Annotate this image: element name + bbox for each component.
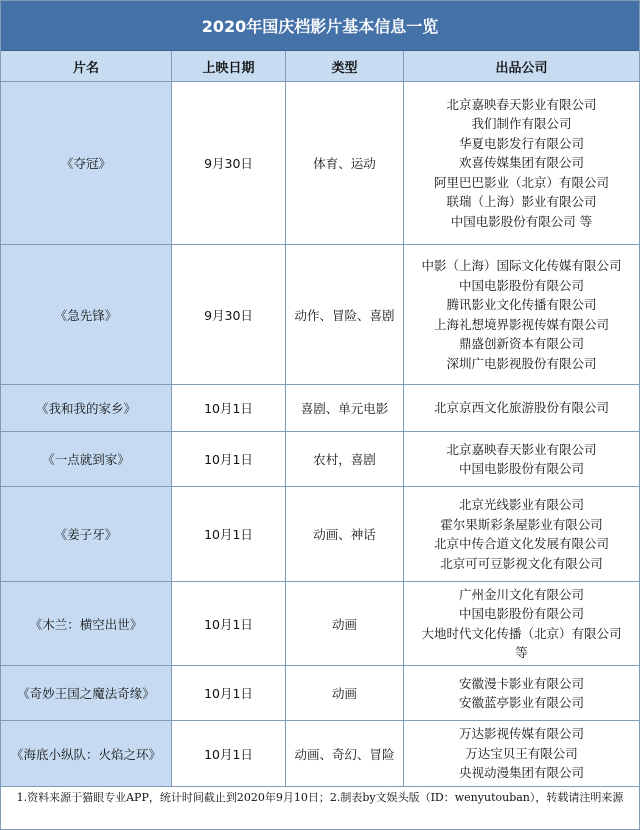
company-name: 万达宝贝王有限公司 — [465, 745, 578, 761]
company-name: 中国电影股份有限公司 — [458, 606, 584, 621]
company-name: 深圳广电影视股份有限公司 — [446, 355, 597, 371]
company-name: 联瑞（上海）影业有限公司 — [446, 194, 597, 210]
film-title-cell: 《姜子牙》 — [1, 487, 172, 581]
company-name: 鼎盛创新资本有限公司 — [458, 336, 584, 351]
company-name: 北京光线影业有限公司 — [458, 497, 584, 512]
header-genre: 类型 — [286, 51, 404, 81]
table-row — [1, 432, 639, 487]
companies-cell — [404, 245, 639, 384]
release-date-cell: 10月1日 — [172, 487, 286, 581]
genre-cell: 动画 — [286, 666, 404, 720]
company-name: 安徽蓝亭影业有限公司 — [458, 695, 584, 710]
film-title-cell: 《木兰：横空出世》 — [1, 582, 172, 665]
header-companies: 出品公司 — [495, 60, 548, 76]
release-date-cell: 9月30日 — [172, 245, 286, 384]
company-name: 欢喜传媒集团有限公司 — [458, 155, 584, 171]
company-name: 北京可可豆影视文化有限公司 — [440, 555, 603, 571]
company-name: 华夏电影发行有限公司 — [458, 135, 584, 151]
table-row — [1, 82, 639, 245]
company-name: 上海礼想境界影视传媒有限公司 — [433, 316, 609, 332]
companies-cell — [404, 385, 639, 431]
company-name: 央视动漫集团有限公司 — [458, 765, 584, 781]
company-name: 中影（上海）国际文化传媒有限公司 — [421, 258, 622, 273]
release-date-cell: 10月1日 — [172, 432, 286, 486]
film-title-cell: 《奇妙王国之魔法奇缘》 — [1, 666, 172, 720]
genre-cell: 动作、冒险、喜剧 — [286, 245, 404, 384]
header-row — [1, 51, 639, 82]
release-date-cell: 9月30日 — [172, 82, 286, 244]
genre-cell: 喜剧、单元电影 — [286, 385, 404, 431]
companies-cell — [404, 432, 639, 486]
companies-cell — [404, 721, 639, 786]
release-date-cell: 10月1日 — [172, 721, 286, 786]
company-name: 北京京西文化旅游股份有限公司 — [433, 400, 609, 416]
release-date-cell: 10月1日 — [172, 385, 286, 431]
company-name: 北京嘉映春天影业有限公司 — [446, 441, 597, 457]
companies-cell — [404, 582, 639, 665]
company-name: 中国电影股份有限公司 等 — [450, 213, 593, 229]
table-row — [1, 487, 639, 582]
release-date-cell: 10月1日 — [172, 666, 286, 720]
company-name: 大地时代文化传播（北京）有限公司 — [421, 625, 622, 641]
table-row — [1, 582, 639, 666]
companies-cell — [404, 82, 639, 244]
company-name: 安徽漫卡影业有限公司 — [458, 675, 584, 691]
company-name: 腾讯影业文化传播有限公司 — [446, 297, 597, 312]
company-name: 北京中传合道文化发展有限公司 — [433, 536, 609, 551]
company-name: 万达影视传媒有限公司 — [458, 726, 584, 742]
companies-cell — [404, 487, 639, 581]
footnote: 1.资料来源于猫眼专业APP，统计时间截止到2020年9月10日；2.制表by文娱头版（ID：wenyutouban），转载请注明来源 — [16, 791, 624, 804]
film-title-cell: 《海底小纵队：火焰之环》 — [1, 721, 172, 786]
company-name: 阿里巴巴影业（北京）有限公司 — [433, 174, 609, 190]
film-title-cell: 《我和我的家乡》 — [1, 385, 172, 431]
company-name: 北京嘉映春天影业有限公司 — [446, 96, 597, 112]
genre-cell: 动画、神话 — [286, 487, 404, 581]
company-name: 我们制作有限公司 — [471, 116, 572, 132]
genre-cell: 农村，喜剧 — [286, 432, 404, 486]
genre-cell: 动画、奇幻、冒险 — [286, 721, 404, 786]
company-name: 中国电影股份有限公司 — [458, 277, 584, 293]
table-row — [1, 721, 639, 787]
header-date: 上映日期 — [172, 51, 286, 81]
header-film: 片名 — [1, 51, 172, 81]
genre-cell: 动画 — [286, 582, 404, 665]
genre-cell: 体育、运动 — [286, 82, 404, 244]
table-row — [1, 245, 639, 385]
company-name: 霍尔果斯彩条屋影业有限公司 — [440, 516, 603, 532]
film-title-cell: 《夺冠》 — [1, 82, 172, 244]
company-name: 广州金川文化有限公司 — [458, 586, 584, 602]
film-title-cell: 《急先锋》 — [1, 245, 172, 384]
release-date-cell: 10月1日 — [172, 582, 286, 665]
table-row — [1, 666, 639, 721]
table-title: 2020年国庆档影片基本信息一览 — [1, 1, 639, 51]
table-row — [1, 385, 639, 432]
company-name: 中国电影股份有限公司 — [458, 461, 584, 476]
company-name: 等 — [515, 645, 528, 660]
film-title-cell: 《一点就到家》 — [1, 432, 172, 486]
companies-cell — [404, 666, 639, 720]
